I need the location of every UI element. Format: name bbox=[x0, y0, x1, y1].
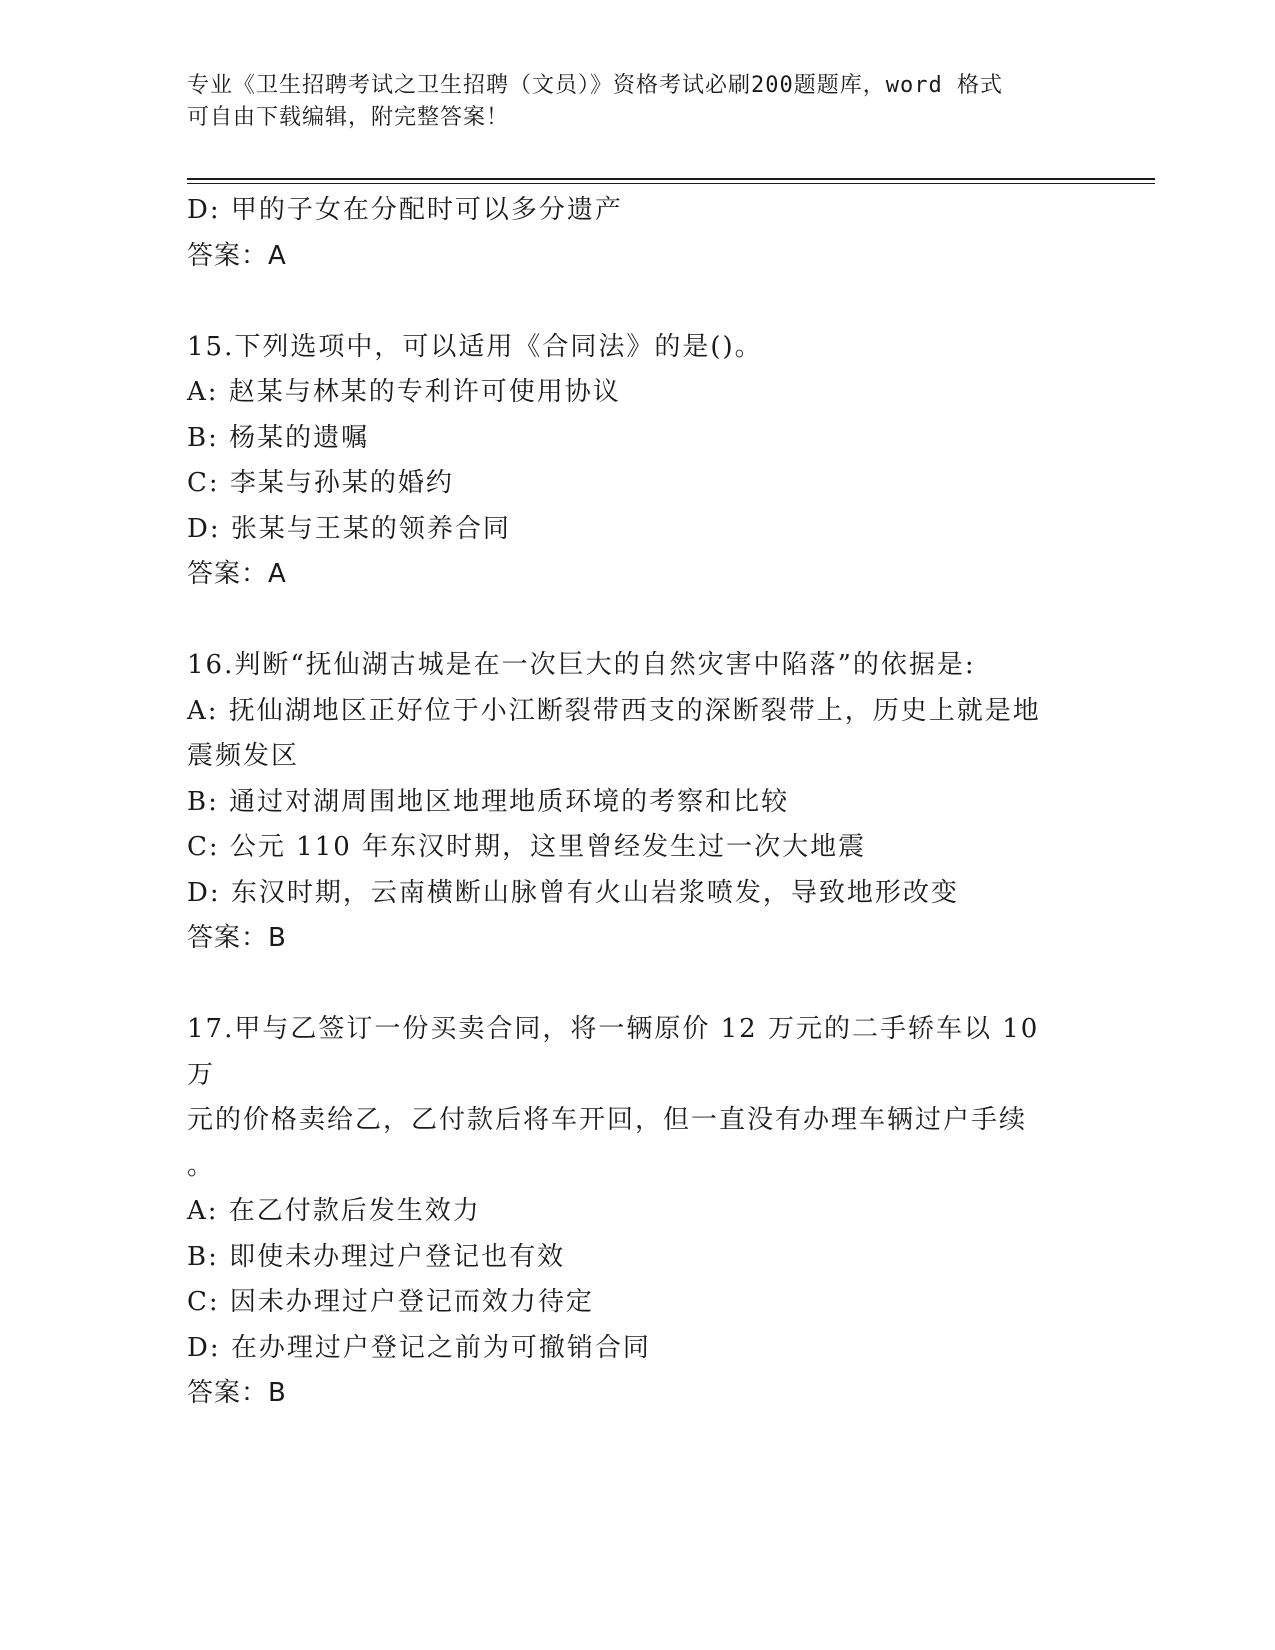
option-a: A: 抚仙湖地区正好位于小江断裂带西支的深断裂带上，历史上就是地震频发区 bbox=[187, 695, 1041, 771]
option-d: D: 在办理过户登记之前为可撤销合同 bbox=[187, 1332, 651, 1363]
option-d: D: 甲的子女在分配时可以多分遗产 bbox=[187, 195, 623, 225]
document-header bbox=[187, 70, 1067, 134]
question-block-previous bbox=[187, 188, 1067, 279]
spacer bbox=[187, 598, 1067, 644]
question-stem: 15.下列选项中，可以适用《合同法》的是()。 bbox=[187, 331, 763, 362]
question-stem-line-3: 。 bbox=[187, 1150, 216, 1181]
question-list bbox=[187, 188, 1067, 1417]
header-title-line-1: 专业《卫生招聘考试之卫生招聘（文员）》资格考试必刷200题题库，word 格式 bbox=[187, 73, 1003, 98]
option-b: B: 杨某的遗嘱 bbox=[187, 422, 370, 453]
answer-line: 答案：B bbox=[187, 1378, 287, 1408]
answer-line: 答案：A bbox=[187, 559, 287, 589]
header-title-line-2: 可自由下载编辑，附完整答案！ bbox=[187, 105, 510, 130]
option-c: C: 因未办理过户登记而效力待定 bbox=[187, 1287, 594, 1317]
question-block-17 bbox=[187, 1007, 1067, 1417]
option-b: B: 通过对湖周围地区地理地质环境的考察和比较 bbox=[187, 786, 790, 817]
option-d: D: 张某与王某的领养合同 bbox=[187, 513, 511, 544]
question-stem-line-2: 元的价格卖给乙，乙付款后将车开回，但一直没有办理车辆过户手续 bbox=[187, 1105, 1028, 1135]
option-a: A: 在乙付款后发生效力 bbox=[187, 1196, 481, 1226]
option-b: B: 即使未办理过户登记也有效 bbox=[187, 1241, 566, 1272]
option-d: D: 东汉时期，云南横断山脉曾有火山岩浆喷发，导致地形改变 bbox=[187, 877, 959, 908]
spacer bbox=[187, 279, 1067, 325]
question-block-15 bbox=[187, 325, 1067, 598]
question-stem-line-1: 17.甲与乙签订一份买卖合同，将一辆原价 12 万元的二手轿车以 10 万 bbox=[187, 1014, 1050, 1090]
header-divider-thick bbox=[187, 178, 1155, 180]
option-a: A: 赵某与林某的专利许可使用协议 bbox=[187, 377, 621, 407]
question-stem: 16.判断“抚仙湖古城是在一次巨大的自然灾害中陷落”的依据是: bbox=[187, 650, 976, 680]
option-c: C: 李某与孙某的婚约 bbox=[187, 468, 454, 498]
option-c: C: 公元 110 年东汉时期，这里曾经发生过一次大地震 bbox=[187, 832, 867, 862]
question-block-16 bbox=[187, 643, 1067, 962]
answer-line: 答案：B bbox=[187, 923, 287, 953]
answer-line: 答案：A bbox=[187, 240, 287, 271]
spacer bbox=[187, 962, 1067, 1008]
header-divider-thin bbox=[187, 183, 1155, 184]
